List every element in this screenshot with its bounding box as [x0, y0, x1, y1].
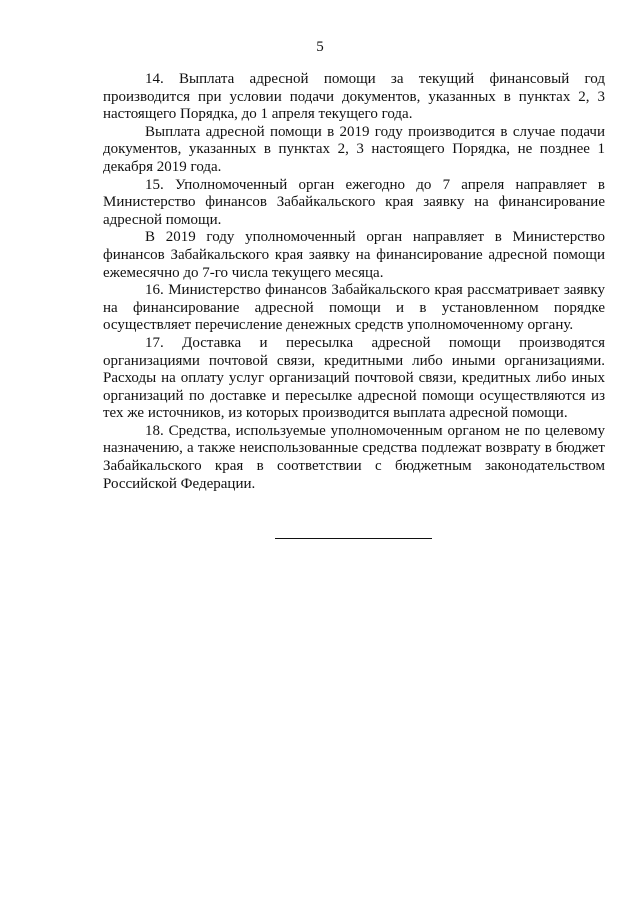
paragraph-14: 14. Выплата адресной помощи за текущий финансовый год производится при условии подачи документов, указанных в пунктах 2, 3 настоящего Порядка, до 1 апреля текущего года. — [103, 71, 605, 123]
paragraph-18: 18. Средства, используемые уполномоченным органом не по целевому назначению, а также неиспользованные средства подлежат возврату в бюджет Забайкальского края в соответствии с бюджетным законодательством Российской Федерации. — [103, 422, 605, 492]
paragraph-17: 17. Доставка и пересылка адресной помощи производятся организациями почтовой связи, кредитными либо иными организациями. Расходы на оплату услуг организаций почтовой связи, кредитных либо иных организаций по доставке и пересылке адресной помощи осуществляются из тех же источников, из которых производится выплата адресной помощи. — [103, 334, 605, 422]
page-number: 5 — [316, 39, 324, 55]
end-divider — [275, 538, 432, 539]
paragraph-15: 15. Уполномоченный орган ежегодно до 7 апреля направляет в Министерство финансов Забайкальского края заявку на финансирование адресной помощи. — [103, 176, 605, 228]
paragraph-14-note: Выплата адресной помощи в 2019 году производится в случае подачи документов, указанных в пунктах 2, 3 настоящего Порядка, не позднее 1 декабря 2019 года. — [103, 123, 605, 175]
paragraph-15-note: В 2019 году уполномоченный орган направляет в Министерство финансов Забайкальского края заявку на финансирование адресной помощи ежемесячно до 7-го числа текущего месяца. — [103, 229, 605, 281]
paragraph-16: 16. Министерство финансов Забайкальского края рассматривает заявку на финансирование адресной помощи и в установленном порядке осуществляет перечисление денежных средств уполномоченному органу. — [103, 282, 605, 334]
document-body — [103, 71, 605, 493]
